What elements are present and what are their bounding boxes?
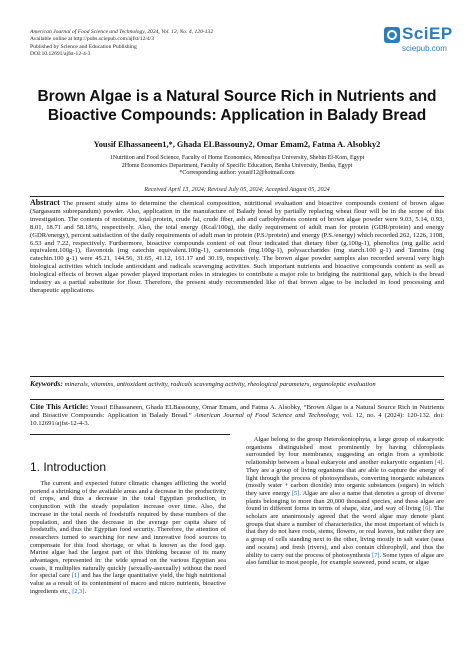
author-list: Yousif Elhassaneen1,*, Ghada ELBassouny2, Omar Emam2, Fatma A. Alsobky2 <box>93 140 381 149</box>
divider-top <box>30 196 444 197</box>
citation-link[interactable]: [1] <box>71 572 80 580</box>
journal-url-line[interactable]: Available online at http://pubs.sciepub.com/ajfst/12/4/3 <box>30 36 155 43</box>
intro-p2-text-b: They are a group of living organisms that are able to capture the energy of light through the process of photosynthesis, converting inorganic substances (mostly water + carbon dioxide) into organic substances (sugars) in which they save energy <box>246 466 444 497</box>
logo-url: sciepub.com <box>402 44 447 53</box>
divider-keywords <box>30 399 444 400</box>
divider-cite <box>30 434 230 435</box>
keywords-label: Keywords: <box>30 379 63 388</box>
affiliations <box>30 155 444 178</box>
abstract-block <box>30 199 444 295</box>
intro-p1-text-b: and has the large quantitative yield, the high nutritional value as a result of its contentment of macro and micro nutrients, bioactive ingredients etc., <box>30 572 226 595</box>
article-title: Brown Algae is a Natural Source Rich in Nutrients and Bioactive Compounds: Application in Balady Bread <box>37 88 437 124</box>
cite-label: Cite This Article: <box>30 402 89 411</box>
intro-paragraph-1: The current and expected future climatic changes afflicting the world portend a shrinking of the available areas and a decrease in the productivity of crops, and thus a decrease in the total Egyptian production, in conjunction with the steady population increase over time. Also, the increase in the total needs of foodstuffs required by these numbers of the population, and then the decrease in the average per capita share of foodstuffs, and thus the Egyptian food security. Therefore, the attention of researchers turned to searching for new and innovative food sources to compensate for this food shortage, or what is known as the food gap. Marine algae had the largest part of this thinking because of its many advantages, represented in: the wide spread on the various Egyptian sea coasts, it multiplies naturally quickly (sexually-asexually) without the need for special care [1] and has the large quantitative yield, the high nutritional value as a result of its contentment of macro and micro nutrients, bioactive ingredients etc., [2,3]. <box>30 480 227 595</box>
journal-citation-line: American Journal of Food Science and Technology, 2024, Vol. 12, No. 4, 120-132 <box>30 29 214 35</box>
abstract-text: The present study aims to determine the chemical composition, nutritional evaluation and bioactive compounds content of brown algae (Sargassum subrepandum) powder. Also, application in the manufacture of Balady bread by partially replacing wheat flour will be in the scope of this investigation. The contents of moisture, total protein, crude fat, crude fiber, ash and carbohydrates content of brown algae powder were 9.03, 5.14, 0.93, 8.01, 18.71 and 58.18%, respectively. Also, the total energy (Kcal/100g), the daily requirement of adult man for protein (GDR/protein) and energy (GDR/energy), percent satisfaction of the daily requirements of adult man in protein (P.S./protein) and energy (P.S./energy) which recorded 262, 1226, 1108, 6.53 and 7.22, respectively. Furthermore, bioactive compounds content of oat flour indicated that dietary fiber (g.100g-1), phenolics (mg gallic acid equivalent.100g-1), flavonoids (mg catechin equivalent.100g-1), carotenoids (mg.100g-1), polysaccharides (mg starch.100 g-1) and Tannins (mg catechin.100 g-1) were 45.21, 144.56, 31.65, 41.12, 161.17 and 30.19, respectively. The brown algae powder samples also recorded several very high biological activities which include antioxidant and radicals scavenging activities. Such important nutrients and bioactive compounds content as well as biological effects of brown algae powder played important roles in strategies to contribute a major role to bridging the nutritional gap, which is the bread industry as a partial substitute for flour. Therefore, the present study recommended like of that brown algae to be included in food processing and therapeutic applications. <box>30 200 444 294</box>
intro-paragraph-2: Algae belong to the group Heterokontophyta, a large group of eukaryotic organisms distinguished most prominently by having chloroplasts surrounded by four membranes, suggesting an origin from a symbiotic relationship between a basal eukaryote and another eukaryotic organism [4]. They are a group of living organisms that are able to capture the energy of light through the process of photosynthesis, converting inorganic substances (mostly water + carbon dioxide) into organic substances (sugars) in which they save energy [5]. Algae are also a name that denotes a group of diverse plants belonging to more than 20,000 thousand species, and these algae are found in different forms in terms of shape, size, and way of living [6]. The scholars are unanimously agreed that the word algae may denote plant groups that share a number of characteristics, the most important of which is that they do not have roots, stems, flowers, or real leaves, but rather they are a group of cells standing next to the other, living mostly in salt water (seas and oceans) and fresh (rivers), and also contain chlorophyll, and thus the ability to carry out the process of photosynthesis [7]. Some types of algae are also familiar to most people, for example seaweed, pond scum, or algae <box>246 436 445 567</box>
abstract-label: Abstract <box>30 198 60 207</box>
citation-link[interactable]: [5] <box>291 489 300 497</box>
intro-p1-text: The current and expected future climatic changes afflicting the world portend a shrinking of the available areas and a decrease in the productivity of crops, and thus a decrease in the total Egyptian production, in conjunction with the steady population increase over time. Also, the increase in the total needs of foodstuffs required by these numbers of the population, and then the decrease in the average per capita share of foodstuffs, and thus the Egyptian food security. Therefore, the attention of researchers turned to searching for new and innovative food sources to compensate for this food shortage, or what is known as the food gap. Marine algae had the largest part of this thinking because of its many advantages, represented in: the wide spread on the various Egyptian sea coasts, it multiplies naturally quickly (sexually-asexually) without the need for special care <box>30 480 227 580</box>
intro-p2-text: Algae belong to the group Heterokontophyta, a large group of eukaryotic organisms distinguished most prominently by having chloroplasts surrounded by four membranes, suggesting an origin from a symbiotic relationship between a basal eukaryote and another eukaryotic organism <box>246 436 444 467</box>
logo-name: SciEP <box>402 24 453 43</box>
citation-link[interactable]: [7] <box>372 551 380 559</box>
intro-left-column <box>30 480 226 596</box>
cite-block <box>30 403 444 429</box>
journal-header <box>30 29 213 58</box>
cite-details: vol. 12, no. 4 (2024): 120-132. doi: 10.12691/ajfst-12-4-3. <box>30 412 444 428</box>
citation-link[interactable]: [6] <box>422 505 431 513</box>
doi-line[interactable]: DOI:10.12691/ajfst-12-4-3 <box>30 50 91 57</box>
received-dates: Received April 13, 2024; Revised July 05, 2024; Accepted August 05, 2024 <box>144 186 330 193</box>
intro-right-column <box>246 436 444 567</box>
affiliation-1: 1Nutrition and Food Science, Faculty of Home Economics, Menoufiya University, Shebin El-Kom, Egypt <box>109 155 365 161</box>
globe-icon <box>384 27 400 43</box>
intro-p2-text-e: Some types of algae are also familiar to most people, for example seaweed, pond scum, or algae <box>246 551 444 567</box>
cite-journal: American Journal of Food Science and Technology, <box>194 412 340 420</box>
intro-p2-text-d: The scholars are unanimously agreed that the word algae may denote plant groups that share a number of characteristics, the most important of which is that they do not have roots, stems, flowers, or real leaves, but rather they are a group of cells standing next to the other, living mostly in salt water (seas and oceans) and fresh (rivers), and also contain chlorophyll, and thus the ability to carry out the process of photosynthesis <box>246 505 444 559</box>
divider-abstract <box>30 376 444 377</box>
affiliation-2: 2Home Economics Department, Faculty of Specific Education, Benha University, Benha, Egypt <box>121 162 353 169</box>
corresponding-author: *Corresponding author: yousif12@hotmail.com <box>179 170 295 177</box>
section-heading: 1. Introduction <box>30 460 107 474</box>
citation-link[interactable]: [4] <box>434 459 443 467</box>
intro-p2-text-c: Algae are also a name that denotes a group of diverse plants belonging to more than 20,000 thousand species, and these algae are found in different forms in terms of shape, size, and way of living <box>246 489 445 513</box>
keywords-text: minerals, vitamins, antioxidant activity, radicals scavenging activity, rheological parameters, organoleptic evaluation <box>64 381 376 388</box>
keywords-block <box>30 380 444 389</box>
sciep-logo[interactable] <box>384 24 453 58</box>
citation-link[interactable]: [2,3] <box>72 587 85 595</box>
publisher-line: Published by Science and Education Publishing <box>30 43 137 50</box>
cite-text: Yousif Elhassaneen, Ghada ELBassouny, Omar Emam, and Fatma A. Alsobky, “Brown Algae is a Natural Source Rich in Nutrients and Bioactive Compounds: Application in Balady Bread.” <box>30 404 444 420</box>
